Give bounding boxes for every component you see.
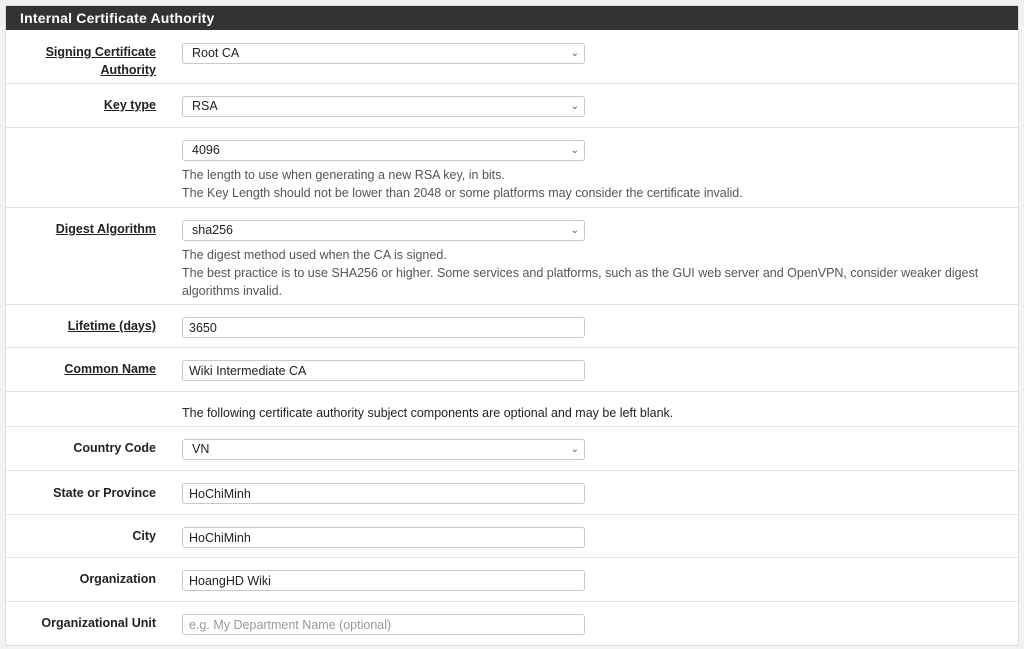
common-name-input[interactable] xyxy=(182,360,585,381)
chevron-down-icon: ⌄ xyxy=(570,145,579,156)
signing-ca-select[interactable] xyxy=(182,43,585,64)
signing-ca-value: Root CA xyxy=(192,46,240,60)
row-key-length xyxy=(6,128,1018,208)
row-common-name xyxy=(6,348,1018,392)
org-unit-label: Organizational Unit xyxy=(41,616,156,630)
digest-help-line2: The best practice is to use SHA256 or higher. Some services and platforms, such as the GUI web server and OpenVPN, consider weaker digest xyxy=(182,266,979,280)
row-organization xyxy=(6,558,1018,602)
row-org-unit xyxy=(6,602,1018,645)
chevron-down-icon: ⌄ xyxy=(570,225,579,236)
row-signing-ca xyxy=(6,30,1018,84)
row-city xyxy=(6,515,1018,558)
digest-value: sha256 xyxy=(192,223,234,237)
key-length-value: 4096 xyxy=(192,143,220,157)
row-state xyxy=(6,471,1018,515)
lifetime-label: Lifetime (days) xyxy=(67,319,156,333)
signing-ca-label-line2: Authority xyxy=(100,63,156,77)
key-type-select[interactable] xyxy=(182,96,585,117)
row-key-type xyxy=(6,84,1018,128)
chevron-down-icon: ⌄ xyxy=(570,444,579,455)
common-name-label: Common Name xyxy=(64,362,156,376)
country-select[interactable] xyxy=(182,439,585,460)
key-length-select[interactable] xyxy=(182,140,585,161)
row-digest xyxy=(6,208,1018,305)
key-type-value: RSA xyxy=(192,99,218,113)
digest-help xyxy=(182,246,982,300)
signing-ca-label xyxy=(6,43,156,79)
organization-label: Organization xyxy=(79,572,156,586)
chevron-down-icon: ⌄ xyxy=(570,101,579,112)
panel-title: Internal Certificate Authority xyxy=(6,6,1018,30)
country-label: Country Code xyxy=(73,441,156,455)
digest-select[interactable] xyxy=(182,220,585,241)
signing-ca-label-line1: Signing Certificate xyxy=(45,45,156,59)
state-input[interactable] xyxy=(182,483,585,504)
digest-help-line1: The digest method used when the CA is signed. xyxy=(182,248,447,262)
key-type-label: Key type xyxy=(103,98,156,112)
lifetime-input[interactable] xyxy=(182,317,585,338)
org-unit-input[interactable] xyxy=(182,614,585,635)
digest-help-line3: algorithms invalid. xyxy=(182,284,283,298)
row-optional-note xyxy=(6,392,1018,427)
country-value: VN xyxy=(192,442,210,456)
key-length-help-line2: The Key Length should not be lower than 2048 or some platforms may consider the certificate invalid. xyxy=(182,186,743,200)
optional-components-note: The following certificate authority subject components are optional and may be left blank. xyxy=(182,406,674,420)
state-label: State or Province xyxy=(53,486,156,500)
city-label: City xyxy=(132,529,156,543)
key-length-help-line1: The length to use when generating a new RSA key, in bits. xyxy=(182,168,505,182)
row-country xyxy=(6,427,1018,471)
digest-label: Digest Algorithm xyxy=(55,222,156,236)
chevron-down-icon: ⌄ xyxy=(570,48,579,59)
row-lifetime xyxy=(6,305,1018,348)
organization-input[interactable] xyxy=(182,570,585,591)
certificate-authority-panel xyxy=(5,5,1019,646)
city-input[interactable] xyxy=(182,527,585,548)
key-length-help xyxy=(182,166,982,202)
